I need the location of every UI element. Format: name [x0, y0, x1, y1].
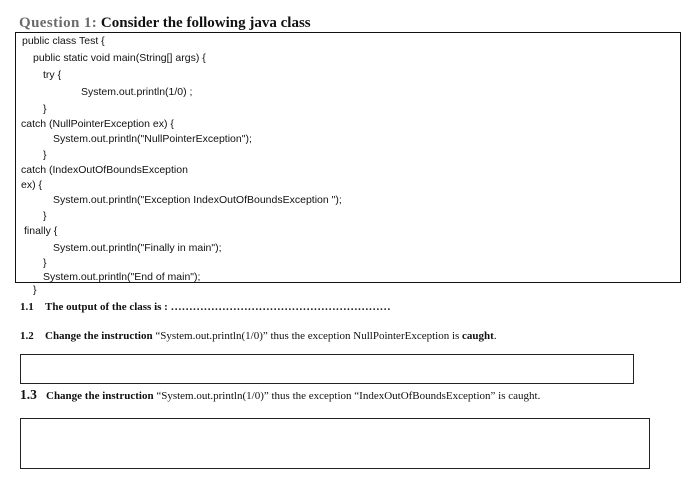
subquestion-lead: Change the instruction: [45, 330, 153, 342]
question-number: Question 1:: [19, 15, 98, 31]
code-line: public static void main(String[] args) {: [33, 52, 206, 64]
code-line: }: [43, 210, 47, 222]
subquestion-text: The output of the class is : ……………………………………………………: [45, 301, 391, 313]
subquestion-1-2: [20, 329, 497, 343]
subquestion-1-1: [20, 300, 391, 314]
code-line: System.out.println("Finally in main");: [53, 242, 222, 254]
code-line: System.out.println("Exception IndexOutOfBoundsException ");: [53, 194, 342, 206]
code-line: }: [33, 284, 37, 296]
code-line: System.out.println(1/0) ;: [81, 86, 193, 98]
code-line: try {: [43, 69, 62, 81]
code-line: catch (IndexOutOfBoundsException: [21, 164, 188, 176]
subquestion-lead: Change the instruction: [46, 390, 154, 402]
subquestion-number: 1.2: [20, 330, 34, 342]
code-line: }: [43, 149, 47, 161]
code-line: System.out.println("NullPointerException");: [53, 133, 252, 145]
code-line: ex) {: [21, 179, 43, 191]
code-listing-box: [15, 32, 681, 296]
code-line: System.out.println("End of main");: [43, 271, 201, 283]
code-line: catch (NullPointerException ex) {: [21, 118, 174, 130]
subquestion-number: 1.1: [20, 301, 34, 313]
subquestion-emphasis: caught: [462, 330, 494, 342]
question-title: [19, 15, 311, 32]
code-line: }: [43, 257, 47, 269]
subquestion-body: “System.out.println(1/0)” thus the exception “IndexOutOfBoundsException” is caught.: [156, 390, 541, 402]
subquestion-period: .: [493, 330, 497, 342]
subquestion-1-3: [20, 388, 540, 403]
answer-box-1-3[interactable]: [20, 418, 650, 469]
answer-box-1-2[interactable]: [20, 354, 634, 384]
subquestion-body: “System.out.println(1/0)” thus the exception NullPointerException is: [155, 330, 460, 342]
subquestion-number: 1.3: [20, 387, 37, 402]
code-line: }: [43, 103, 47, 115]
code-line: finally {: [24, 225, 58, 237]
code-line: public class Test {: [22, 35, 105, 47]
question-heading: Consider the following java class: [100, 15, 311, 31]
